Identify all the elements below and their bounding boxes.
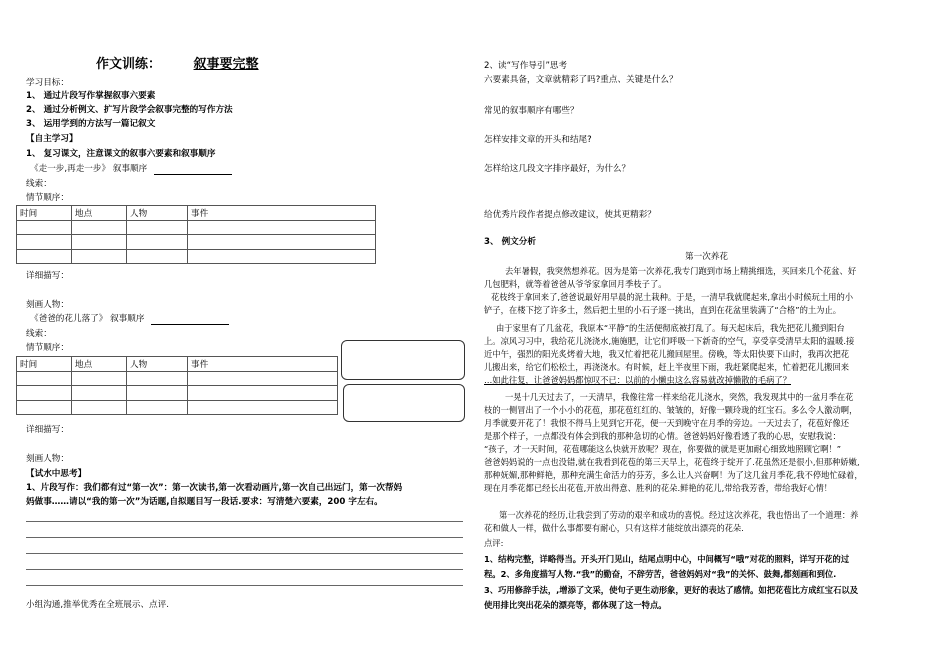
header-cell-event: 事件	[188, 206, 376, 221]
guide-question: 怎样给这几段文字排序最好，为什么？	[484, 164, 631, 174]
header-cell-person: 人物	[127, 206, 188, 221]
essay-line: 近中午，强烈的阳光炙烤着大地，我又忙着把花儿搬回屋里。傍晚，等太阳快要下山时，我再次把花	[484, 349, 850, 359]
callout-bubble	[341, 340, 465, 380]
lesson1-plot-label: 情节顺序：	[26, 193, 69, 203]
essay-line: 那种妩媚,那种鲜艳，那种充满生命活力的芬芳，多么让人兴奋啊！为了这几盆月季花,我不停地忙碌着，	[484, 470, 863, 480]
essay-line: 第一次养花的经历,让我尝到了劳动的艰辛和成功的喜悦。经过这次养花，我也悟出了一个道理：养	[499, 510, 859, 520]
table-row	[17, 371, 338, 386]
practice-line: 妈做事……请以“我的第一次”为话题,自拟题目写一段话.要求：写清楚六要素，200 字左右。	[26, 497, 383, 507]
essay-line: 铲子，在楼下挖了许多土，然后把土里的小石子逐一挑出，直到在花盆里装满了“合格”的土为止。	[484, 305, 842, 315]
writing-line[interactable]	[26, 553, 463, 554]
comment-label: 点评:	[484, 538, 504, 548]
header-cell-place: 地点	[72, 206, 127, 221]
essay-line: 儿搬出来，给它们松松土，再浇浇水。有时候，赶上半夜里下雨，我赶紧爬起来，忙着把花儿搬回来	[484, 362, 850, 372]
essay-line: “孩子，才一天时间，花苞哪能这么快就开放呢？现在，你要做的就是更加耐心细致地照顾它啊！”	[484, 444, 842, 454]
essay-line: 现在月季花都已经长出花苞,开放出得意、胜利的花朵.鲜艳的花儿,带给我芳香，带给我好心情！	[484, 483, 833, 493]
writing-line[interactable]	[26, 521, 463, 522]
objective-item: 3、 运用学到的方法写一篇记叙文	[26, 119, 156, 129]
header-cell-person: 人物	[127, 357, 188, 372]
lesson1-character-label: 刻画人物：	[26, 300, 69, 310]
guide-question: 常见的叙事顺序有哪些？	[484, 106, 579, 116]
table-row	[17, 249, 376, 264]
lesson2-plot-table	[16, 356, 338, 415]
lesson2-detail-label: 详细描写：	[26, 425, 69, 435]
header-cell-event: 事件	[188, 357, 338, 372]
guide-question: 六要素具备，文章就精彩了吗?重点、关键是什么？	[484, 75, 678, 85]
objective-item: 2、 通过分析例文、扩写片段学会叙事完整的写作方法	[26, 105, 233, 115]
essay-line: 由于家里有了几盆花，我原本“平静”的生活便彻底被打乱了。每天起床后，我先把花儿搬到阳台	[496, 323, 845, 333]
header-cell-place: 地点	[72, 357, 127, 372]
essay-line: 花枝终于拿回来了,爸爸说最好用早晨的泥土栽种。于是，一清早我就爬起来,拿出小时候玩土用的小	[491, 292, 854, 302]
essay-line: 枝的一侧冒出了一个小小的花苞，那花苞红红的、皱皱的，好像一颗玲珑的红宝石。多么令人激动啊，	[484, 405, 858, 415]
comment-line: 程。2、多角度描写人物.“我”的勤奋，不辞劳苦，爸爸妈妈对“我”的关怀、鼓舞,都刻画和到位.	[484, 569, 837, 579]
guide-heading: 2、读“写作导引”思考	[484, 61, 568, 71]
lesson1-order-blank[interactable]	[154, 174, 232, 175]
footer-note: 小组沟通,推举优秀在全班展示、点评.	[26, 600, 169, 610]
self-study-header: 【自主学习】	[26, 134, 78, 144]
lesson1-order-line: 《走一步,再走一步》 叙事顺序	[30, 163, 232, 175]
title-prefix: 作文训练：	[96, 57, 162, 72]
worksheet-title	[96, 59, 259, 71]
table-header-row	[17, 357, 338, 372]
objective-item: 1、 通过片段写作掌握叙事六要素	[26, 91, 156, 101]
essay-line: 爸爸妈妈说的一点也没错,就在我看到花苞的第三天早上，花苞终于绽开了.花虽然还是很小,但那种娇嫩,	[484, 457, 860, 467]
essay-line: 几包肥料，就等着爸爸从爷爷家拿回月季枝子了。	[484, 279, 667, 289]
header-cell-time: 时间	[17, 206, 72, 221]
guide-question: 怎样安排文章的开头和结尾?	[484, 135, 592, 145]
essay-line: 上。凉风习习中，我给花儿浇浇水,施施肥，让它们呼吸一下新奇的空气，享受享受清早太阳的温暖.接	[484, 336, 855, 346]
comment-line: 3、巧用修辞手法，,增添了文采，使句子更生动形象，更好的表达了感情。如把花苞比方成红宝石以及	[484, 585, 858, 595]
guide-question: 给优秀片段作者提点修改建议，使其更精彩？	[484, 210, 656, 220]
practice-header: 【试水中思考】	[26, 469, 87, 479]
table-row	[17, 220, 376, 235]
lesson2-order-line: 《爸爸的花儿落了》 叙事顺序	[30, 313, 229, 325]
comment-line: 使用排比突出花朵的漂亮等，都体现了这一特点。	[484, 600, 667, 610]
essay-line: 是那个样子，一点都没有体会到我的那种急切的心情。爸爸妈妈好像看透了我的心思，安慰我说：	[484, 431, 841, 441]
comment-line: 1、结构完整，详略得当。开头开门见山，结尾点明中心，中间概写“哦”对花的照料，详写开花的过	[484, 554, 850, 564]
lesson1-clue-label: 线索：	[26, 179, 52, 189]
lesson2-character-label: 刻画人物：	[26, 454, 69, 464]
table-row	[17, 386, 338, 401]
self-study-task: 1、 复习课文，注意课文的叙事六要素和叙事顺序	[26, 149, 216, 159]
table-row	[17, 400, 338, 415]
header-cell-time: 时间	[17, 357, 72, 372]
essay-line: …如此往复，让爸爸妈妈都惊叹不已：以前的小懒虫这么容易就改掉懒散的毛病了？	[484, 375, 791, 385]
writing-line[interactable]	[26, 585, 463, 586]
analysis-heading: 3、 例文分析	[484, 237, 536, 247]
essay-line: 花和做人一样，做什么事都要有耐心，只有这样才能绽放出漂亮的花朵.	[484, 523, 744, 533]
writing-line[interactable]	[26, 569, 463, 570]
lesson2-plot-label: 情节顺序：	[26, 343, 69, 353]
lesson2-clue-label: 线索：	[26, 329, 52, 339]
callout-bubble	[343, 384, 465, 422]
title-topic: 叙事要完整	[193, 57, 259, 72]
essay-line: 去年暑假，我突然想养花。因为是第一次养花,我专门跑到市场上精挑细选，买回来几个花盆、好	[505, 266, 857, 276]
table-row	[17, 235, 376, 250]
lesson1-plot-table	[16, 205, 376, 264]
objectives-label: 学习目标：	[26, 78, 69, 88]
lesson2-order-blank[interactable]	[151, 324, 229, 325]
essay-title: 第一次养花	[685, 252, 728, 262]
practice-line: 1、片段写作：我们都有过“第一次”：第一次读书,第一次看动画片,第一次自己出远门，第一次帮妈	[26, 483, 403, 493]
lesson1-detail-label: 详细描写：	[26, 271, 69, 281]
essay-line: 一晃十几天过去了，一天清早，我像往常一样来给花儿浇水，突然，我发现其中的一盆月季在花	[505, 392, 854, 402]
essay-line: 月季就要开花了！我恨不得马上见到它开花，便一天到晚守在月季的旁边。一天过去了，花苞好像还	[484, 418, 850, 428]
table-header-row	[17, 206, 376, 221]
writing-line[interactable]	[26, 537, 463, 538]
